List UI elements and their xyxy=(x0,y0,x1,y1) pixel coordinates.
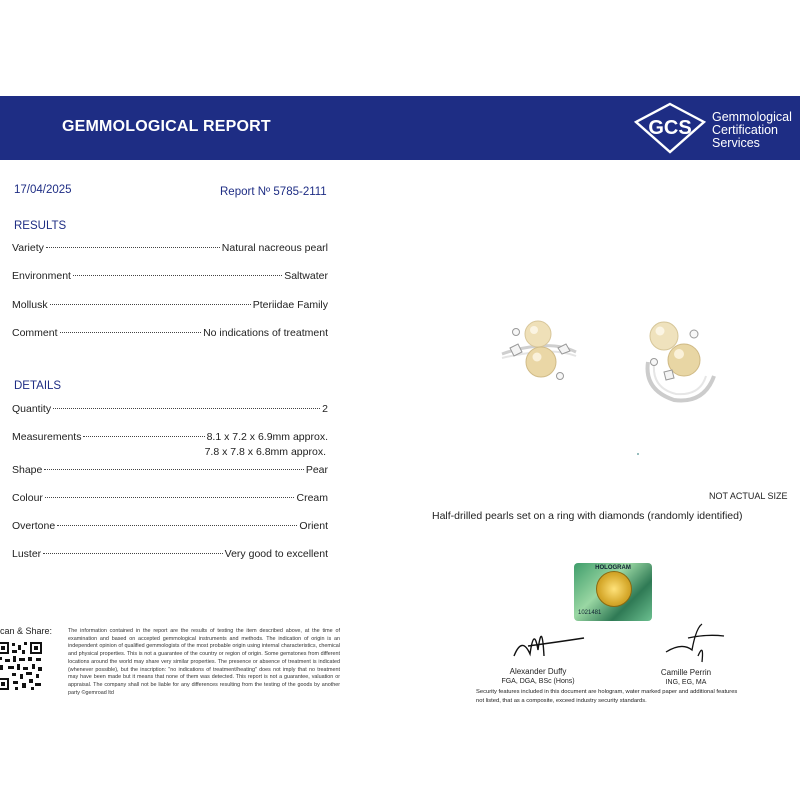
report-date: 17/04/2025 xyxy=(14,184,72,196)
ring-photo-side xyxy=(634,320,724,406)
details-title: DETAILS xyxy=(14,380,62,392)
row-value: 8.1 x 7.2 x 6.9mm approx. xyxy=(206,431,328,443)
detail-row-measurements xyxy=(12,431,328,443)
row-value: Natural nacreous pearl xyxy=(221,242,328,254)
row-label: Overtone xyxy=(12,520,56,532)
dot-leader xyxy=(44,469,303,470)
row-label: Luster xyxy=(12,548,42,560)
dot-leader xyxy=(45,497,295,498)
row-label: Colour xyxy=(12,492,43,504)
dot-leader xyxy=(57,525,297,526)
dot-leader xyxy=(73,275,282,276)
scan-share-label: can & Share: xyxy=(0,626,53,636)
dot-leader xyxy=(53,408,320,409)
signatory-title: ING, EG, MA xyxy=(665,679,707,686)
signature-duffy-icon xyxy=(508,616,588,666)
not-actual-size-label: NOT ACTUAL SIZE xyxy=(709,491,788,501)
detail-row-overtone xyxy=(12,520,328,532)
hologram-seal xyxy=(574,563,652,621)
dot-leader xyxy=(46,247,220,248)
row-value: Cream xyxy=(296,492,328,504)
logo-letters: GCS xyxy=(648,117,692,139)
detail-row-luster xyxy=(12,548,328,560)
signature-perrin-icon xyxy=(662,622,728,664)
report-number: Report Nº 5785-2111 xyxy=(220,186,327,198)
hologram-text: HOLOGRAM xyxy=(595,565,631,571)
signatory-title: FGA, DGA, BSc (Hons) xyxy=(501,678,575,685)
logo-text xyxy=(712,111,792,150)
row-value: Very good to excellent xyxy=(224,548,328,560)
dot-leader xyxy=(60,332,202,333)
row-label: Measurements xyxy=(12,431,82,443)
row-value: Orient xyxy=(299,520,328,532)
detail-row-colour xyxy=(12,492,328,504)
detail-row-quantity xyxy=(12,403,328,415)
signatory-name: Alexander Duffy xyxy=(509,667,567,676)
result-row-comment xyxy=(12,327,328,339)
dot-leader xyxy=(50,304,251,305)
ring-photo-front xyxy=(498,318,580,384)
security-note: Security features included in this document are hologram, water marked paper and additional features not listed, that as a composite, exceed industry security standards. xyxy=(476,689,738,704)
logo-text-line: Gemmological xyxy=(712,110,792,124)
row-label: Comment xyxy=(12,327,58,339)
image-caption: Half-drilled pearls set on a ring with diamonds (randomly identified) xyxy=(432,510,743,522)
row-value: Saltwater xyxy=(284,270,328,282)
disclaimer-text: The information contained in the report are the results of testing the item described above, at the time of examination and based on accepted gemmological instruments and methods. The indication of origin is an independent opinion of qualified gemmologists of the most probable origin using internal characteristics, chemical and physical properties. This is not a guarantee of the country or region of origin. Some gemstones from different locations around the world may share very similar properties. The presence or absence of treatment is indicated (whenever possible), but the inscription: "no indications of treatment/heating" does not imply that no treatment may have been made but it means that none of them was detected. This report is not a guarantee, valuation or appraisal. The company shall not be liable for any differences resulting from the testing of the goods by another party ©gemroad ltd xyxy=(68,628,340,696)
signatory-name: Camille Perrin xyxy=(660,668,712,677)
row-label: Shape xyxy=(12,464,43,476)
result-row-environment xyxy=(12,270,328,282)
header-banner xyxy=(0,96,800,160)
report-title: GEMMOLOGICAL REPORT xyxy=(62,118,271,135)
dot-leader xyxy=(43,553,222,554)
row-value: Pteriidae Family xyxy=(252,299,328,311)
result-row-mollusk xyxy=(12,299,328,311)
row-value: Pear xyxy=(305,464,328,476)
hologram-number: 1021481 xyxy=(578,610,602,616)
row-label: Mollusk xyxy=(12,299,48,311)
row-label: Variety xyxy=(12,242,44,254)
detail-row-shape xyxy=(12,464,328,476)
gcs-logo-icon xyxy=(634,102,706,154)
logo-text-line: Certification xyxy=(712,123,778,137)
hologram-seal-icon xyxy=(596,571,632,607)
results-title: RESULTS xyxy=(14,220,67,232)
qr-code-icon[interactable] xyxy=(0,641,44,691)
measurements-second-line: 7.8 x 7.8 x 6.8mm approx. xyxy=(204,446,326,458)
row-label: Environment xyxy=(12,270,71,282)
image-speck xyxy=(637,453,639,455)
result-row-variety xyxy=(12,242,328,254)
row-value: No indications of treatment xyxy=(203,327,328,339)
logo-text-line: Services xyxy=(712,136,760,150)
dot-leader xyxy=(83,436,204,437)
row-value: 2 xyxy=(322,403,328,415)
row-label: Quantity xyxy=(12,403,52,415)
